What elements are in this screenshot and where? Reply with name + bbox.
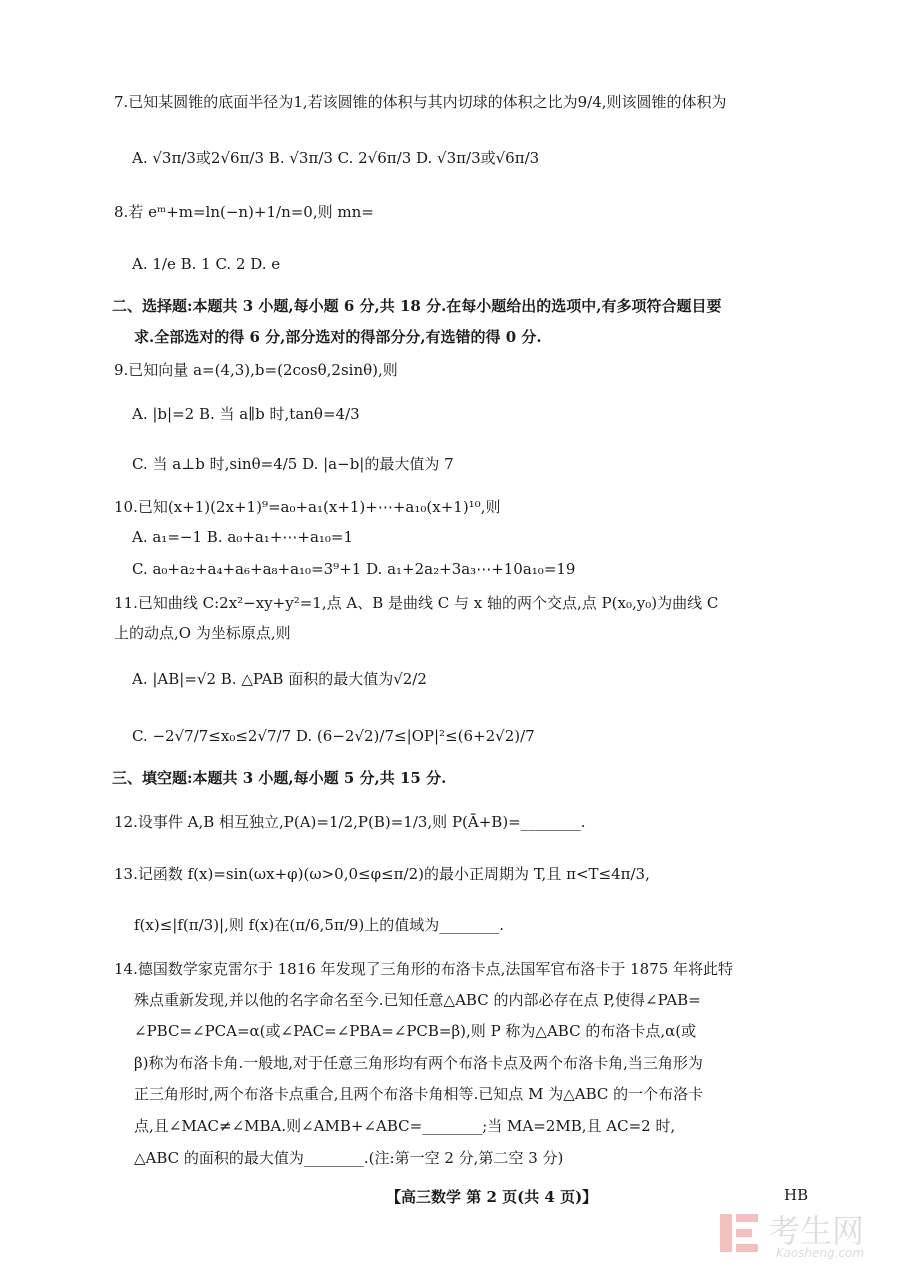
q10-options-cd: C. a₀+a₂+a₄+a₆+a₈+a₁₀=3⁹+1 D. a₁+2a₂+3a₃⋯+10a₁₀=19 xyxy=(132,560,576,578)
q14-line-1: 14.德国数学家克雷尔于 1816 年发现了三角形的布洛卡点,法国军官布洛卡于 1875 年将此特 xyxy=(114,960,734,978)
q9-options-ab: A. |b|=2 B. 当 a∥b 时,tanθ=4/3 xyxy=(132,405,360,423)
q7-stem: 7.已知某圆锥的底面半径为1,若该圆锥的体积与其内切球的体积之比为9/4,则该圆锥的体积为 xyxy=(114,93,727,111)
q8-stem: 8.若 eᵐ+m=ln(−n)+1/n=0,则 mn= xyxy=(114,203,374,221)
q14-line-4: β)称为布洛卡角.一般地,对于任意三角形均有两个布洛卡点及两个布洛卡角,当三角形为 xyxy=(134,1054,703,1072)
q13-stem: 13.记函数 f(x)=sin(ωx+φ)(ω>0,0≤φ≤π/2)的最小正周期为 T,且 π<T≤4π/3, xyxy=(114,865,650,883)
q14-line-2: 殊点重新发现,并以他的名字命名至今.已知任意△ABC 的内部必存在点 P,使得∠PAB= xyxy=(134,991,701,1009)
section3-heading: 三、填空题:本题共 3 小题,每小题 5 分,共 15 分. xyxy=(112,769,447,787)
q14-line-3: ∠PBC=∠PCA=α(或∠PAC=∠PBA=∠PCB=β),则 P 称为△ABC 的布洛卡点,α(或 xyxy=(134,1022,697,1040)
q13-stem-cont: f(x)≤|f(π/3)|,则 f(x)在(π/6,5π/9)上的值域为________. xyxy=(134,916,505,934)
q9-options-cd: C. 当 a⊥b 时,sinθ=4/5 D. |a−b|的最大值为 7 xyxy=(132,455,454,473)
section2-heading-cont: 求.全部选对的得 6 分,部分选对的得部分分,有选错的得 0 分. xyxy=(134,328,542,346)
q7-options: A. √3π/3或2√6π/3 B. √3π/3 C. 2√6π/3 D. √3π/3或√6π/3 xyxy=(132,149,540,167)
q14-line-5: 正三角形时,两个布洛卡点重合,且两个布洛卡角相等.已知点 M 为△ABC 的一个布洛卡 xyxy=(134,1085,704,1103)
watermark xyxy=(712,1206,892,1264)
q11-stem: 11.已知曲线 C:2x²−xy+y²=1,点 A、B 是曲线 C 与 x 轴的两个交点,点 P(x₀,y₀)为曲线 C xyxy=(114,594,719,612)
footer-code: HB xyxy=(784,1186,809,1204)
q9-stem: 9.已知向量 a=(4,3),b=(2cosθ,2sinθ),则 xyxy=(114,361,398,379)
footer-title: 【高三数学 第 2 页(共 4 页)】 xyxy=(386,1188,598,1206)
section2-heading: 二、选择题:本题共 3 小题,每小题 6 分,共 18 分.在每小题给出的选项中,有多项符合题目要 xyxy=(112,297,722,315)
q14-line-6: 点,且∠MAC≠∠MBA.则∠AMB+∠ABC=________;当 MA=2MB,且 AC=2 时, xyxy=(134,1117,676,1135)
q8-options: A. 1/e B. 1 C. 2 D. e xyxy=(132,255,281,273)
q11-options-cd: C. −2√7/7≤x₀≤2√7/7 D. (6−2√2)/7≤|OP|²≤(6+2√2)/7 xyxy=(132,727,535,745)
q14-line-7: △ABC 的面积的最大值为________.(注:第一空 2 分,第二空 3 分) xyxy=(134,1149,564,1167)
q11-stem-cont: 上的动点,O 为坐标原点,则 xyxy=(114,624,291,642)
watermark-sub: Kaosheng.com xyxy=(776,1246,865,1260)
watermark-text: 考生网 xyxy=(768,1212,865,1250)
q11-options-ab: A. |AB|=√2 B. △PAB 面积的最大值为√2/2 xyxy=(132,670,427,688)
q12-stem: 12.设事件 A,B 相互独立,P(A)=1/2,P(B)=1/3,则 P(Ā+B)=________. xyxy=(114,813,586,831)
watermark-logo-icon xyxy=(716,1210,762,1256)
q10-stem: 10.已知(x+1)(2x+1)⁹=a₀+a₁(x+1)+⋯+a₁₀(x+1)¹⁰,则 xyxy=(114,498,501,516)
q10-options-ab: A. a₁=−1 B. a₀+a₁+⋯+a₁₀=1 xyxy=(132,528,354,546)
